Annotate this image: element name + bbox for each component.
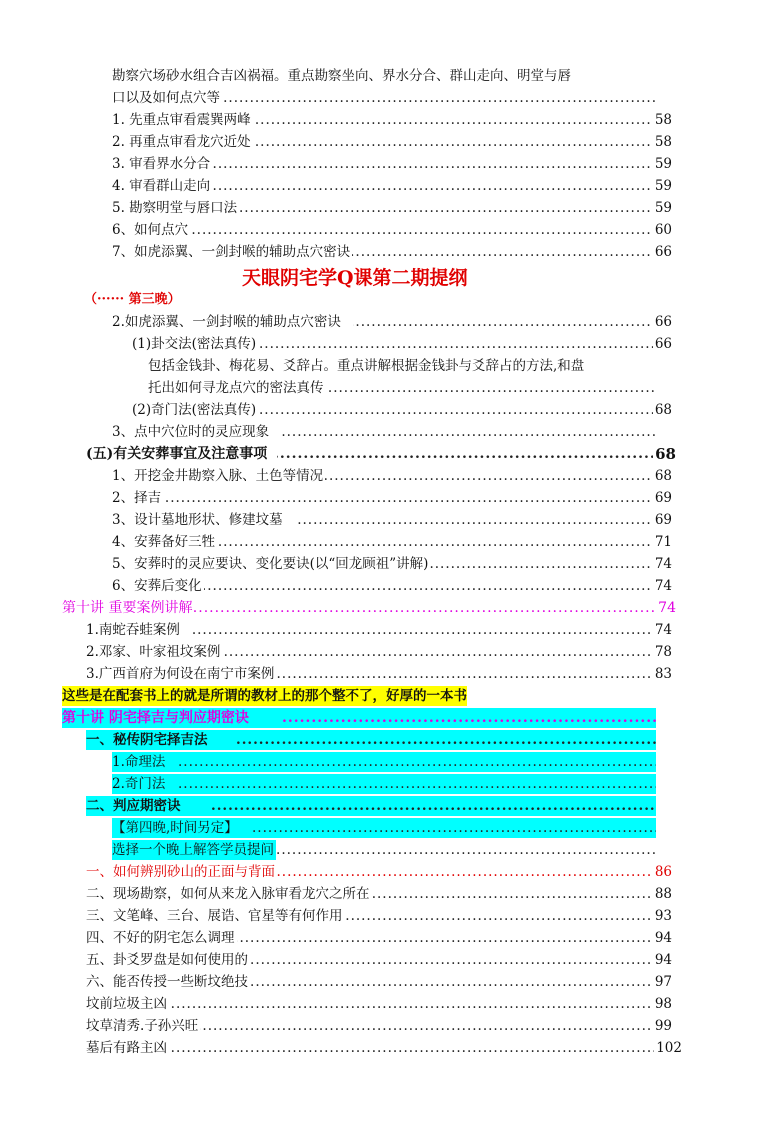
page-number: 74 [658, 600, 676, 616]
page-number: 74 [654, 556, 672, 572]
toc-line[interactable] [112, 774, 656, 794]
toc-line[interactable] [86, 994, 672, 1014]
page-number: 83 [654, 666, 672, 682]
toc-line[interactable] [132, 400, 672, 420]
toc-label: 4、安葬备好三牲 [112, 534, 216, 550]
leader-dots [112, 220, 672, 240]
toc-line[interactable] [112, 532, 672, 552]
page-number: 58 [654, 112, 672, 128]
leader-dots [282, 708, 656, 728]
toc-line[interactable] [112, 818, 656, 838]
toc-label: 墓后有路主凶 [86, 1040, 167, 1056]
toc-label: 1. 先重点审看震巽两峰 [112, 112, 251, 128]
toc-label: 2. 再重点审看龙穴近处 [112, 134, 251, 150]
toc-label: 6、如何点穴 [112, 222, 189, 238]
lecture-label: 第十讲 阴宅择吉与判应期密诀 [62, 708, 259, 728]
leader-dots [86, 994, 672, 1014]
toc-label: 1.命理法 [112, 752, 175, 772]
toc-label: 2.如虎添翼、一剑封喉的辅助点穴密诀 [112, 312, 353, 332]
intro-line-2: 口以及如何点穴等 [112, 90, 220, 106]
toc-line[interactable] [112, 488, 672, 508]
toc-line[interactable] [86, 928, 672, 948]
toc-line[interactable] [86, 950, 672, 970]
toc-label: 3.广西首府为何设在南宁市案例 [86, 666, 275, 682]
page-number: 69 [654, 490, 672, 506]
toc-line[interactable] [112, 198, 672, 218]
toc-line[interactable] [112, 510, 672, 530]
page-number: 98 [654, 996, 672, 1012]
toc-label: 5. 勘察明堂与唇口法 [112, 200, 238, 216]
toc-line[interactable] [86, 796, 656, 816]
page-number: 58 [654, 134, 672, 150]
toc-label: 3. 审看界水分合 [112, 156, 211, 172]
toc-label: 1.南蛇吞蛙案例 [86, 620, 190, 640]
section-title: 天眼阴宅学Q课第二期提纲 [242, 267, 468, 289]
toc-line[interactable] [132, 334, 672, 354]
highlighted-note: 这些是在配套书上的就是所谓的教材上的那个整不了，好厚的一本书 [62, 688, 467, 704]
page-number: 59 [654, 178, 672, 194]
toc-line[interactable] [112, 466, 672, 486]
page-number: 71 [654, 534, 672, 550]
page-number: 66 [654, 314, 672, 330]
toc-label: 7、如虎添翼、一剑封喉的辅助点穴密诀 [112, 244, 351, 260]
toc-line[interactable] [86, 862, 672, 882]
leader-dots [178, 774, 656, 794]
toc-line[interactable] [86, 1038, 682, 1058]
toc-label: 坟草清秀.子孙兴旺 [86, 1018, 199, 1034]
toc-line[interactable] [112, 840, 656, 860]
leader-dots [252, 818, 656, 838]
toc-line[interactable] [86, 642, 672, 662]
toc-label: 四、不好的阴宅怎么调理 [86, 930, 235, 946]
page-number: 97 [654, 974, 672, 990]
description-line: 托出如何寻龙点穴的密法真传 [148, 380, 324, 396]
page-number: 69 [654, 512, 672, 528]
page-number: 66 [654, 244, 672, 260]
toc-line[interactable] [148, 378, 656, 398]
toc-line[interactable] [112, 220, 672, 240]
toc-label: 3、点中穴位时的灵应现象 [112, 422, 281, 442]
lecture-heading[interactable] [62, 598, 676, 618]
toc-label: 二、判应期密诀 [86, 796, 191, 816]
toc-line[interactable] [112, 176, 672, 196]
page-number: 68 [654, 468, 672, 484]
page-number: 86 [654, 864, 672, 880]
toc-line[interactable] [86, 1016, 672, 1036]
toc-line[interactable] [112, 242, 672, 262]
toc-line[interactable] [86, 730, 656, 750]
toc-label: 2、择吉 [112, 490, 162, 506]
toc-label: 一、如何辨别砂山的正面与背面 [86, 864, 275, 880]
toc-line[interactable] [112, 132, 672, 152]
toc-line[interactable] [112, 554, 672, 574]
page-number: 68 [655, 445, 676, 463]
page-number: 93 [654, 908, 672, 924]
toc-line[interactable] [86, 664, 672, 684]
toc-label: 选择一个晚上解答学员提问 [112, 842, 274, 858]
page-number: 102 [656, 1040, 682, 1056]
toc-label: 三、文笔峰、三台、展诰、官星等有何作用 [86, 908, 343, 924]
page-number: 59 [654, 156, 672, 172]
leader-dots [178, 752, 656, 772]
page-number: 68 [654, 402, 672, 418]
toc-label: 6、安葬后变化 [112, 578, 202, 594]
toc-line[interactable] [86, 620, 672, 640]
section-heading[interactable] [86, 444, 676, 464]
page-number: 88 [654, 886, 672, 902]
intro-line-1: 勘察穴场砂水组合吉凶祸福。重点勘察坐向、界水分合、群山走向、明堂与唇 [112, 68, 571, 84]
toc-label: 4. 审看群山走向 [112, 178, 211, 194]
page-number: 60 [654, 222, 672, 238]
toc-line[interactable] [112, 422, 656, 442]
leader-dots [86, 1038, 682, 1058]
leader-dots [112, 488, 672, 508]
section-label: (五)有关安葬事宜及注意事项 [86, 444, 277, 464]
toc-label: 3、设计墓地形状、修建坟墓 [112, 510, 295, 530]
page-number: 59 [654, 200, 672, 216]
toc-label: (2)奇门法(密法真传) [132, 402, 257, 418]
toc-label: 【第四晚,时间另定】 [112, 820, 238, 836]
toc-label: 2.邓家、叶家祖坟案例 [86, 644, 221, 660]
toc-label: 六、能否传授一些断坟绝技 [86, 974, 248, 990]
toc-label: 五、卦爻罗盘是如何使用的 [86, 952, 248, 968]
lecture-label: 第十讲 重要案例讲解 [62, 600, 193, 616]
page-number: 74 [654, 578, 672, 594]
third-night-label: （······ 第三晚） [84, 292, 181, 307]
toc-line[interactable] [112, 312, 672, 332]
toc-line[interactable] [86, 972, 672, 992]
toc-label: 5、安葬时的灵应要诀、变化要诀(以“回龙顾祖”讲解) [112, 556, 429, 572]
lecture-heading[interactable] [62, 708, 656, 728]
page-number: 74 [654, 622, 672, 638]
leader-dots [236, 730, 656, 750]
page-number: 94 [654, 930, 672, 946]
toc-label: 2.奇门法 [112, 774, 175, 794]
toc-label: 二、现场勘察，如何从来龙入脉审看龙穴之所在 [86, 886, 370, 902]
page-number: 66 [654, 336, 672, 352]
toc-line[interactable] [112, 576, 672, 596]
description-line: 包括金钱卦、梅花易、爻辞占。重点讲解根据金钱卦与爻辞占的方法,和盘 [148, 358, 585, 374]
page-number: 78 [654, 644, 672, 660]
toc-label: 1、开挖金井勘察入脉、土色等情况 [112, 468, 324, 484]
toc-line[interactable] [112, 752, 656, 772]
toc-line[interactable] [112, 154, 672, 174]
toc-line[interactable] [112, 88, 658, 108]
page-number: 99 [654, 1018, 672, 1034]
toc-line[interactable] [86, 906, 672, 926]
toc-line[interactable] [86, 884, 672, 904]
toc-line[interactable] [112, 110, 672, 130]
leader-dots [211, 796, 656, 816]
toc-label: 坟前垃圾主凶 [86, 996, 167, 1012]
toc-label: 一、秘传阴宅择吉法 [86, 730, 218, 750]
toc-label: (1)卦交法(密法真传) [132, 336, 257, 352]
page-number: 94 [654, 952, 672, 968]
